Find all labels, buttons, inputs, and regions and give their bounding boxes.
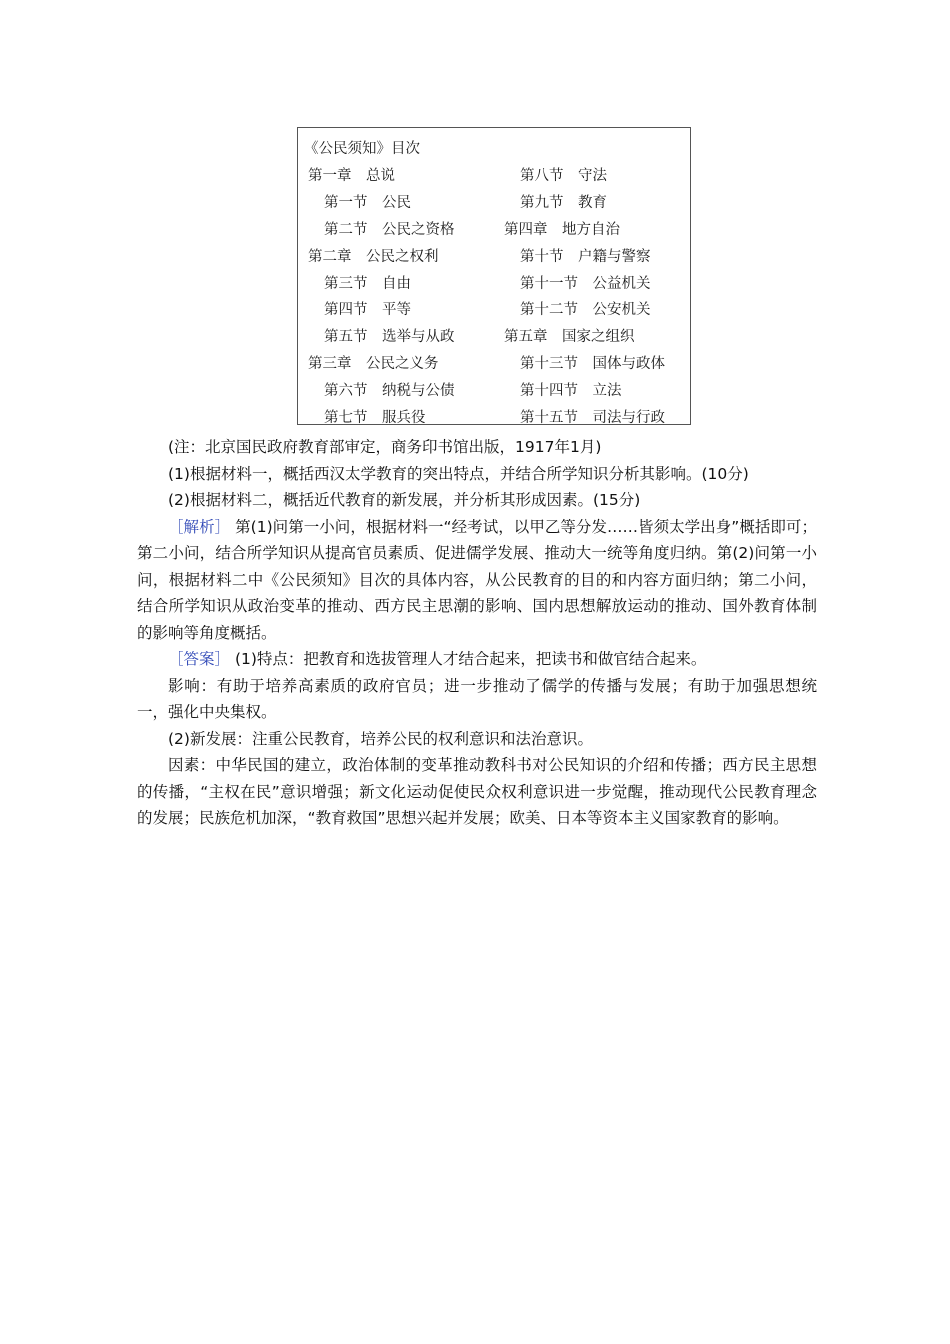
analysis-paragraph — [137, 514, 817, 647]
answer-point-1-impact: 影响：有助于培养高素质的政府官员；进一步推动了儒学的传播与发展；有助于加强思想统一，强化中央集权。 — [137, 676, 817, 721]
toc-entry: 第三章 公民之义务 — [308, 356, 439, 373]
analysis-text: 第(1)问第一小问，根据材料一“经考试，以甲乙等分发……皆须太学出身”概括即可；第二小问，结合所学知识从提高官员素质、促进儒学发展、推动大一统等角度归纳。第(2)问第一小问，根据材料二中《公民须知》目次的具体内容，从公民教育的目的和内容方面归纳；第二小问，结合所学知识从政治变革的推动、西方民主思潮的影响、国内思想解放运动的推动、国外教育体制的影响等角度概括。 — [137, 517, 817, 642]
question-1: (1)根据材料一，概括西汉太学教育的突出特点，并结合所学知识分析其影响。(10分) — [168, 464, 749, 483]
answer-point-2-factors: 因素：中华民国的建立，政治体制的变革推动教科书对公民知识的介绍和传播；西方民主思想的传播，“主权在民”意识增强；新文化运动促使民众权利意识进一步觉醒，推动现代公民教育理念的发展；民族危机加深，“教育救国”思想兴起并发展；欧美、日本等资本主义国家教育的影响。 — [137, 756, 817, 827]
toc-entry: 第七节 服兵役 — [324, 410, 426, 427]
toc-entry: 第九节 教育 — [520, 194, 607, 211]
toc-entry: 第十二节 公安机关 — [520, 302, 651, 319]
question-2: (2)根据材料二，概括近代教育的新发展，并分析其形成因素。(15分) — [168, 491, 641, 509]
body-text — [137, 434, 817, 832]
toc-right-column — [504, 163, 665, 432]
toc-entry: 第五章 国家之组织 — [504, 329, 635, 346]
answer-point-2: (2)新发展：注重公民教育，培养公民的权利意识和法治意识。 — [168, 729, 593, 748]
toc-entry: 第十节 户籍与警察 — [520, 248, 651, 265]
toc-title: 《公民须知》目次 — [304, 141, 420, 157]
toc-entry: 第一节 公民 — [324, 194, 411, 211]
toc-table — [297, 127, 691, 425]
toc-entry: 第一章 总说 — [308, 168, 395, 184]
answer-paragraph — [137, 646, 817, 673]
toc-entry: 第六节 纳税与公债 — [324, 383, 455, 400]
toc-entry: 第十五节 司法与行政 — [520, 410, 665, 427]
toc-entry: 第十一节 公益机关 — [520, 275, 651, 292]
answer-point-1: (1)特点：把教育和选拔管理人才结合起来，把读书和做官结合起来。 — [234, 650, 707, 668]
analysis-tag: ［解析］ — [168, 517, 231, 536]
toc-entry: 第十四节 立法 — [520, 383, 622, 400]
source-note: (注：北京国民政府教育部审定，商务印书馆出版，1917年1月) — [168, 438, 602, 456]
toc-entry: 第四节 平等 — [324, 302, 411, 319]
toc-entry: 第八节 守法 — [520, 168, 607, 184]
toc-entry: 第三节 自由 — [324, 275, 411, 292]
toc-entry: 第二章 公民之权利 — [308, 248, 439, 265]
toc-left-column — [308, 163, 455, 432]
toc-entry: 第二节 公民之资格 — [324, 221, 455, 238]
toc-entry: 第五节 选举与从政 — [324, 329, 455, 346]
toc-entry: 第十三节 国体与政体 — [520, 356, 665, 373]
answer-tag: ［答案］ — [168, 650, 231, 668]
toc-entry: 第四章 地方自治 — [504, 221, 620, 238]
